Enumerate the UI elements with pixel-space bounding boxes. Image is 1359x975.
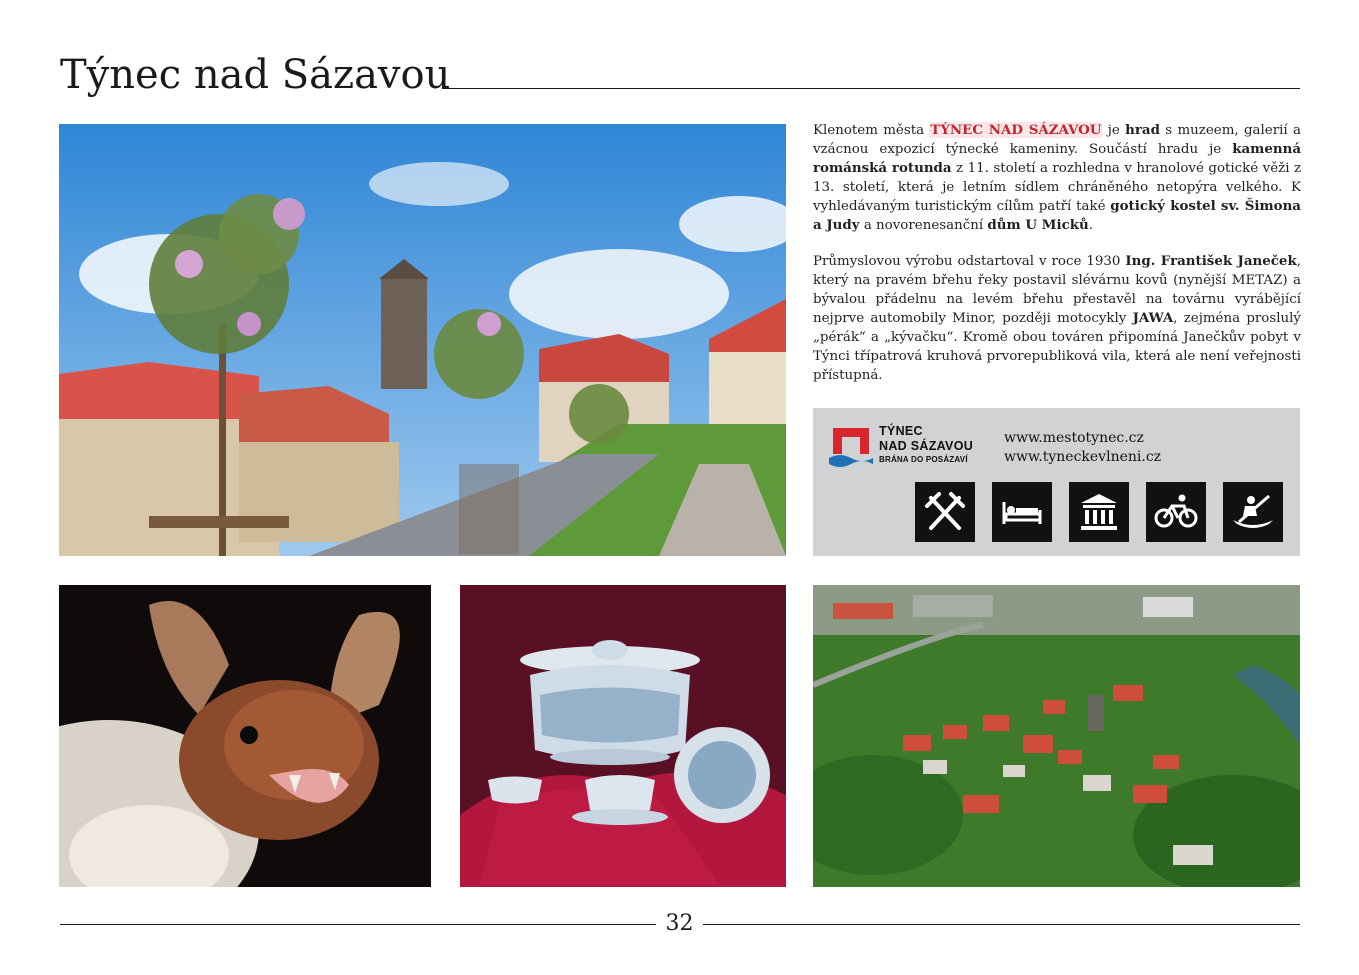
- page-title: Týnec nad Sázavou: [60, 52, 451, 98]
- page-number: 32: [665, 911, 694, 936]
- paragraph-2: Průmyslovou výrobu odstartoval v roce 1930 Ing. František Janeček, který na pravém břehu řeky postavil slévárnu kovů (nynější METAZ) a bývalou přádelnu na levém břehu přestavěl na továrnu vyrábějící nejprve automobily Minor, později motocykly JAWA, zejména proslulý „pérák“ a „kývačku“. Kromě obou továren připomíná Janečkův pobyt v Týnci třípatrová kruhová prvorepubliková vila, která ale není veřejnosti přístupná.: [813, 253, 1301, 383]
- bicycle-icon: [1146, 482, 1206, 542]
- website-link-1[interactable]: www.mestotynec.cz: [1004, 430, 1144, 446]
- canoe-icon: [1223, 482, 1283, 542]
- logo-line-1: TÝNEC: [879, 424, 923, 438]
- website-link-2[interactable]: www.tyneckevlneni.cz: [1004, 449, 1162, 465]
- aerial-town-photo: [813, 585, 1300, 887]
- town-name-highlight: TÝNEC NAD SÁZAVOU: [930, 122, 1102, 138]
- paragraph-1: Klenotem města TÝNEC NAD SÁZAVOU je hrad s muzeem, galerií a vzácnou expozicí týnecké kameniny. Součástí hradu je kamenná románská rotunda z 11. století a rozhledna v hranolové gotické věži z 13. století, která je letním sídlem chráněného netopýra velkého. K vyhledávaným turistickým cílům patří také gotický kostel sv. Šimona a Judy a novorenesanční dům U Micků.: [813, 122, 1301, 233]
- town-street-photo: [59, 124, 786, 556]
- bed-icon: [992, 482, 1052, 542]
- fork-knife-icon: [915, 482, 975, 542]
- logo-line-2: NAD SÁZAVOU: [879, 439, 974, 453]
- footer-rule-right: [703, 924, 1300, 925]
- museum-icon: [1069, 482, 1129, 542]
- footer-rule-left: [60, 924, 656, 925]
- town-logo: [829, 422, 987, 474]
- title-rule: [442, 88, 1300, 89]
- body-text: [813, 121, 1301, 385]
- info-box: [813, 408, 1300, 556]
- logo-tagline: BRÁNA DO POSÁZAVÍ: [879, 455, 968, 464]
- logo-mark-icon: [829, 424, 873, 470]
- bat-photo: [59, 585, 431, 887]
- ceramics-photo: [460, 585, 786, 887]
